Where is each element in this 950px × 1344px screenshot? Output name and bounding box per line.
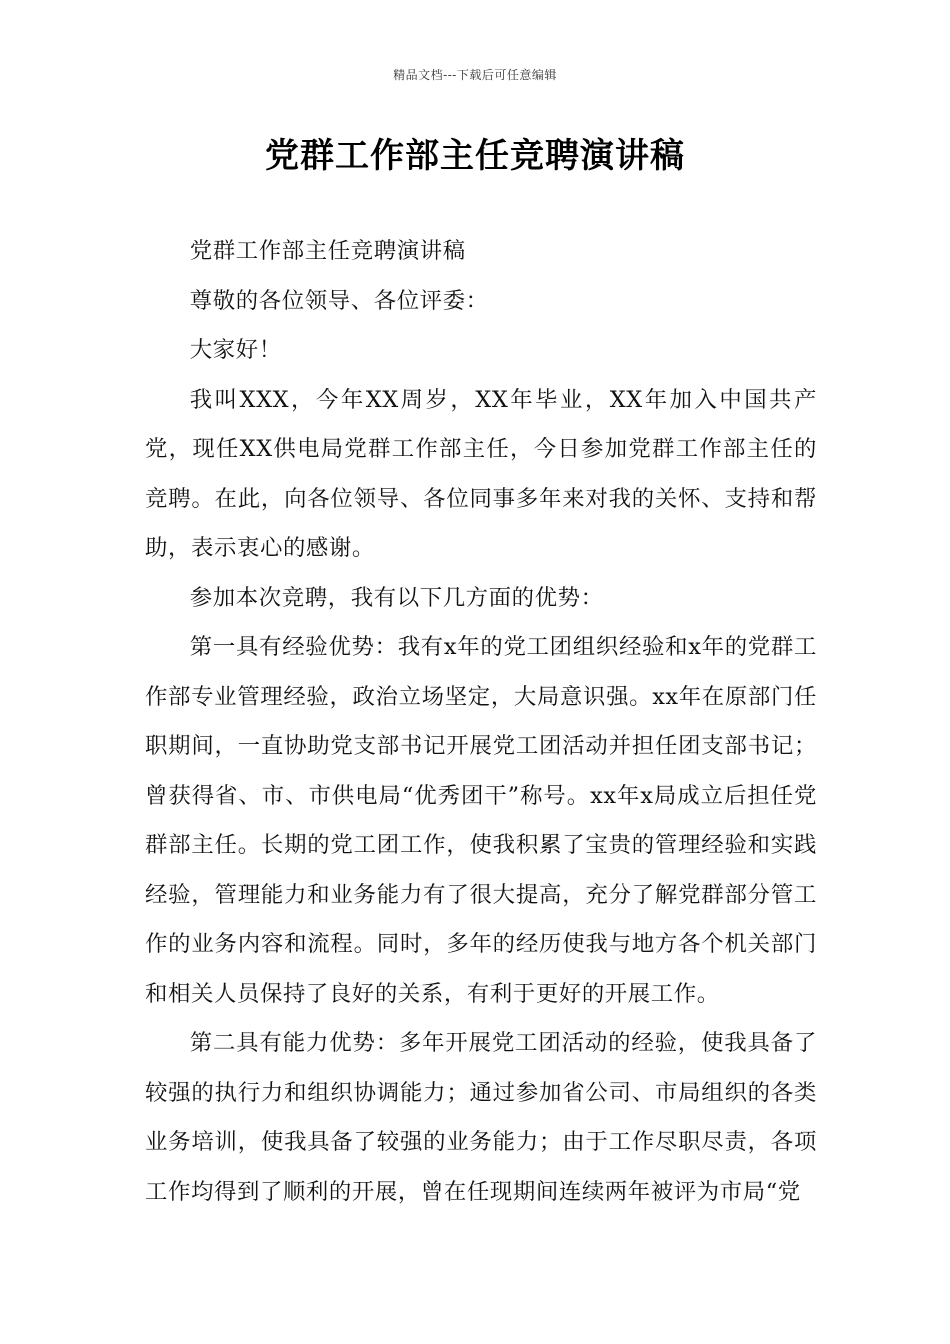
- paragraph: 第一具有经验优势：我有x年的党工团组织经验和x年的党群工作部专业管理经验，政治立场坚定，大局意识强。xx年在原部门任职期间，一直协助党支部书记开展党工团活动并担任团支部书记；曾获得省、市、市供电局“优秀团干”称号。xx年x局成立后担任党群部主任。长期的党工团工作，使我积累了宝贵的管理经验和实践经验，管理能力和业务能力有了很大提高，充分了解党群部分管工作的业务内容和流程。同时，多年的经历使我与地方各个机关部门和相关人员保持了良好的关系，有利于更好的开展工作。: [145, 634, 817, 1007]
- paragraph: 大家好！: [189, 337, 282, 363]
- document-body: [145, 227, 817, 1217]
- paragraph: 我叫XXX，今年XX周岁，XX年毕业，XX年加入中国共产党，现任XX供电局党群工作部主任，今日参加党群工作部主任的竞聘。在此，向各位领导、各位同事多年来对我的关怀、支持和帮助，表示衷心的感谢。: [145, 386, 817, 561]
- paragraph: 尊敬的各位领导、各位评委：: [189, 287, 489, 314]
- paragraph: 参加本次竞聘，我有以下几方面的优势：: [189, 584, 604, 611]
- paragraph: 党群工作部主任竞聘演讲稿: [189, 238, 466, 264]
- document-title: 党群工作部主任竞聘演讲稿: [265, 136, 685, 176]
- paragraph: 第二具有能力优势：多年开展党工团活动的经验，使我具备了较强的执行力和组织协调能力；通过参加省公司、市局组织的各类业务培训，使我具备了较强的业务能力；由于工作尽职尽责，各项工作均得到了顺利的开展，曾在任现期间连续两年被评为市局“党: [145, 1030, 817, 1205]
- header-note: 精品文档---下载后可任意编辑: [393, 68, 557, 82]
